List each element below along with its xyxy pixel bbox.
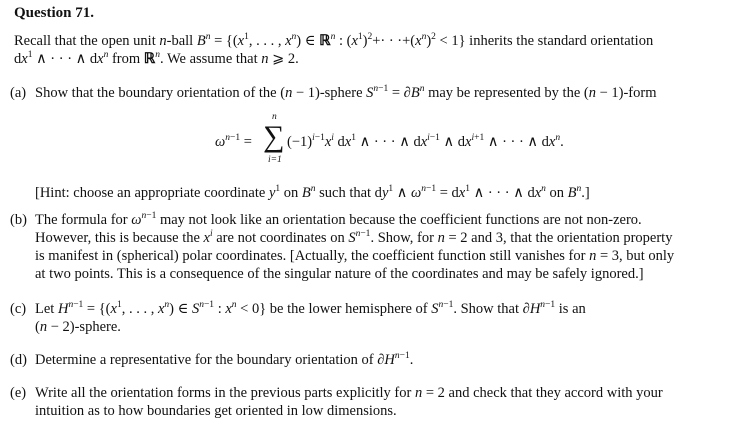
question-title: Question 71. xyxy=(14,5,95,21)
part-c-line-1: Let $H^{n-1} = \{(x^1$, . . . , $x^n$) ∈ $S^{n-1}$ : $x^n < 0$} be the lower hemisphere of $S^{n-1}$. Show that $\partial H^{n-1}$ is an xyxy=(35,300,586,317)
part-b-line-3: is manifest in (spherical) polar coordinates. [Actually, the coefficient function still vanishes for n = 3, but only xyxy=(35,248,675,264)
omega-formula xyxy=(215,112,615,168)
part-d-line-1: Determine a representative for the boundary orientation of $\partial H^{n-1}$. xyxy=(35,351,414,368)
part-e-line-2: intuition as to how boundaries get oriented in low dimensions. xyxy=(35,403,397,419)
part-e-label: (e) xyxy=(10,385,27,401)
part-d-label: (d) xyxy=(10,352,27,368)
formula-lhs: $\omega^{n-1}$ = xyxy=(215,133,252,150)
sum-upper-limit: n xyxy=(272,112,277,122)
part-b-label: (b) xyxy=(10,212,27,228)
part-a-hint: [Hint: choose an appropriate coordinate $y^1$ on $B^n$ such that $dy^1$ ∧ $\omega^{n-1} = dx^1$ ∧ · · · ∧ $dx^n$ on $B^n$.] xyxy=(35,184,590,201)
part-a-text: Show that the boundary orientation of the (n − 1)-sphere $S^{n-1} = \partial B^n$ may be represented by the (n − 1)-form xyxy=(35,84,657,101)
part-c-line-2: (n − 2)-sphere. xyxy=(35,319,121,335)
part-b-line-2: However, this is because the $x^i$ are not coordinates on $S^{n-1}$. Show, for n = 2 and 3, that the orientation property xyxy=(35,229,673,246)
intro-line-2: $dx^1$ ∧ · · · ∧ $dx^n$ from ℝ$^n$. We assume that n ⩾ 2. xyxy=(14,50,299,67)
part-b-line-4: at two points. This is a consequence of the singular nature of the coordinates and may be safely ignored.] xyxy=(35,266,644,282)
part-a-label: (a) xyxy=(10,85,27,101)
part-e-line-1: Write all the orientation forms in the previous parts explicitly for n = 2 and check that they accord with your xyxy=(35,385,663,401)
part-c-label: (c) xyxy=(10,301,27,317)
sum-symbol: ∑ xyxy=(263,120,285,153)
part-b-line-1: The formula for $\omega^{n-1}$ may not look like an orientation because the coefficient functions are not non-zero. xyxy=(35,211,642,228)
intro-line-1: Recall that the open unit n-ball $B^n = \{(x^1$, . . . , $x^n$) ∈ ℝ$^n$ : $(x^1)^2+\cdot \cdot \cdot+(x^n)^2 < 1$} inherits the standard orientation xyxy=(14,32,654,49)
formula-rhs: $(-1)^{i-1}x^i$ $dx^1$ ∧ · · · ∧ $dx^{i-1}$ ∧ $dx^{i+1}$ ∧ · · · ∧ $dx^n$. xyxy=(287,133,564,150)
sum-lower-limit: i=1 xyxy=(268,155,282,165)
